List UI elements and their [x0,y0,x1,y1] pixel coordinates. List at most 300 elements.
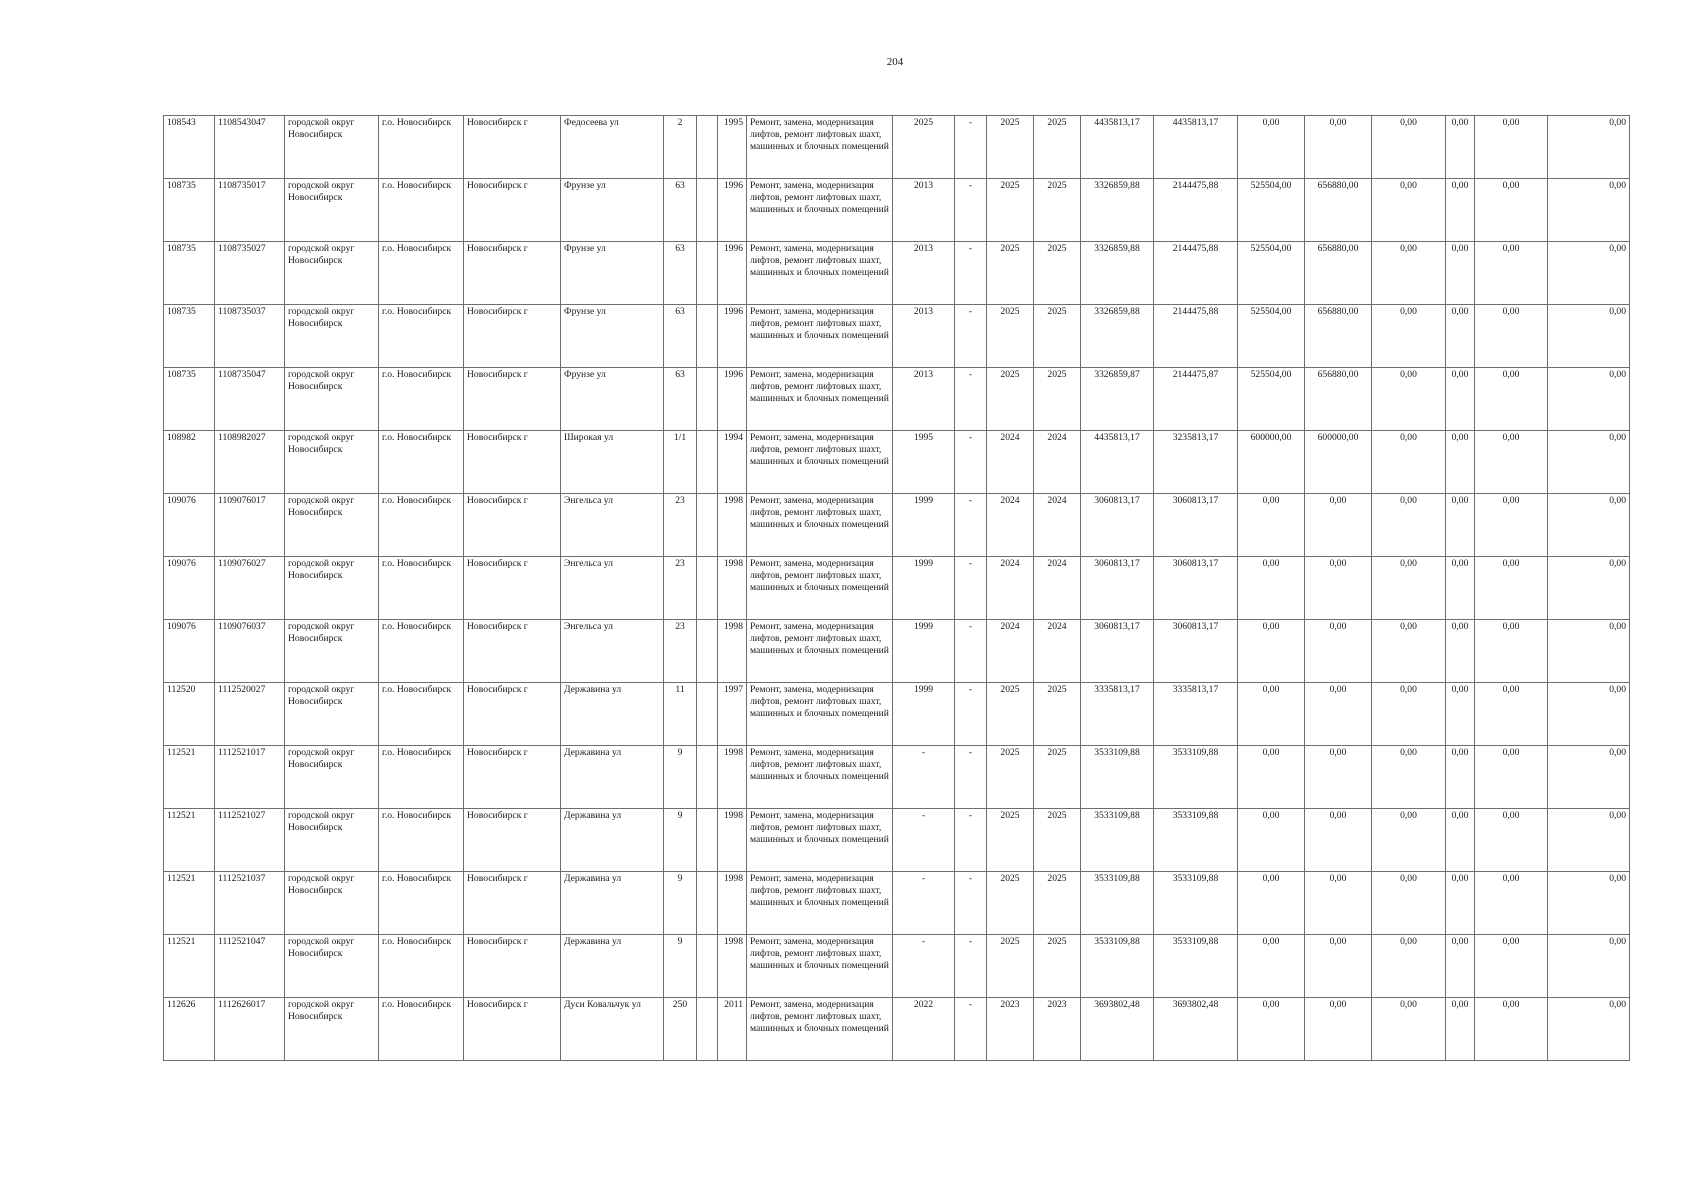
budget-cost-4-cell: 0,00 [1446,431,1475,494]
building-cell [697,872,718,935]
fund-cost-cell: 4435813,17 [1154,116,1238,179]
fund-cost-cell: 3060813,17 [1154,494,1238,557]
object-code-cell: 108543 [164,116,215,179]
total-cost-cell: 3335813,17 [1081,683,1154,746]
total-cost-cell: 3326859,88 [1081,242,1154,305]
budget-cost-2-cell: 600000,00 [1305,431,1372,494]
object-code-cell: 108735 [164,368,215,431]
municipality-cell: г.о. Новосибирск [379,242,464,305]
other-cost-cell: 0,00 [1548,746,1630,809]
fund-cost-cell: 3533109,88 [1154,935,1238,998]
table-row [164,557,1630,620]
budget-cost-3-cell: 0,00 [1372,494,1446,557]
budget-cost-1-cell: 0,00 [1238,557,1305,620]
street-cell: Державина ул [561,872,664,935]
element-code-cell: 1108735027 [215,242,285,305]
dash-column-cell: - [955,179,987,242]
municipality-cell: г.о. Новосибирск [379,872,464,935]
work-type-cell: Ремонт, замена, модернизация лифтов, ремонт лифтовых шахт, машинных и блочных помещений [747,935,893,998]
budget-cost-2-cell: 656880,00 [1305,179,1372,242]
planned-year-start-cell: 2025 [987,179,1034,242]
budget-cost-3-cell: 0,00 [1372,998,1446,1061]
element-code-cell: 1109076027 [215,557,285,620]
commissioning-year-cell: 1998 [718,557,747,620]
other-cost-cell: 0,00 [1548,305,1630,368]
budget-cost-2-cell: 0,00 [1305,872,1372,935]
budget-cost-3-cell: 0,00 [1372,809,1446,872]
street-cell: Энгельса ул [561,620,664,683]
other-cost-cell: 0,00 [1548,368,1630,431]
house-number-cell: 9 [664,935,697,998]
planned-year-start-cell: 2025 [987,305,1034,368]
budget-cost-3-cell: 0,00 [1372,368,1446,431]
building-cell [697,935,718,998]
planned-year-start-cell: 2025 [987,242,1034,305]
street-cell: Фрунзе ул [561,179,664,242]
house-number-cell: 63 [664,179,697,242]
other-cost-cell: 0,00 [1548,494,1630,557]
budget-cost-1-cell: 0,00 [1238,998,1305,1061]
budget-cost-2-cell: 0,00 [1305,809,1372,872]
municipality-cell: г.о. Новосибирск [379,809,464,872]
budget-cost-3-cell: 0,00 [1372,935,1446,998]
dash-column-cell: - [955,557,987,620]
planned-year-end-cell: 2025 [1034,746,1081,809]
element-code-cell: 1108982027 [215,431,285,494]
total-cost-cell: 3693802,48 [1081,998,1154,1061]
budget-cost-4-cell: 0,00 [1446,557,1475,620]
object-code-cell: 112520 [164,683,215,746]
last-repair-year-cell: - [893,809,955,872]
owners-cost-cell: 0,00 [1475,305,1548,368]
planned-year-end-cell: 2025 [1034,368,1081,431]
fund-cost-cell: 3335813,17 [1154,683,1238,746]
planned-year-start-cell: 2025 [987,935,1034,998]
dash-column-cell: - [955,242,987,305]
municipality-cell: г.о. Новосибирск [379,368,464,431]
budget-cost-4-cell: 0,00 [1446,809,1475,872]
budget-cost-3-cell: 0,00 [1372,305,1446,368]
dash-column-cell: - [955,746,987,809]
budget-cost-1-cell: 0,00 [1238,935,1305,998]
building-cell [697,368,718,431]
planned-year-end-cell: 2025 [1034,809,1081,872]
fund-cost-cell: 3533109,88 [1154,809,1238,872]
commissioning-year-cell: 1996 [718,242,747,305]
owners-cost-cell: 0,00 [1475,431,1548,494]
fund-cost-cell: 3235813,17 [1154,431,1238,494]
work-type-cell: Ремонт, замена, модернизация лифтов, ремонт лифтовых шахт, машинных и блочных помещений [747,746,893,809]
object-code-cell: 108982 [164,431,215,494]
building-cell [697,998,718,1061]
house-number-cell: 23 [664,494,697,557]
dash-column-cell: - [955,809,987,872]
element-code-cell: 1109076037 [215,620,285,683]
other-cost-cell: 0,00 [1548,179,1630,242]
owners-cost-cell: 0,00 [1475,809,1548,872]
budget-cost-4-cell: 0,00 [1446,242,1475,305]
fund-cost-cell: 3060813,17 [1154,557,1238,620]
commissioning-year-cell: 1995 [718,116,747,179]
budget-cost-4-cell: 0,00 [1446,746,1475,809]
municipality-cell: г.о. Новосибирск [379,305,464,368]
budget-cost-3-cell: 0,00 [1372,431,1446,494]
budget-cost-4-cell: 0,00 [1446,998,1475,1061]
budget-cost-3-cell: 0,00 [1372,179,1446,242]
element-code-cell: 1112521017 [215,746,285,809]
owners-cost-cell: 0,00 [1475,179,1548,242]
municipality-cell: г.о. Новосибирск [379,557,464,620]
total-cost-cell: 4435813,17 [1081,116,1154,179]
planned-year-end-cell: 2025 [1034,116,1081,179]
budget-cost-3-cell: 0,00 [1372,746,1446,809]
capital-repair-register-table [163,115,1630,1061]
other-cost-cell: 0,00 [1548,116,1630,179]
house-number-cell: 11 [664,683,697,746]
element-code-cell: 1112626017 [215,998,285,1061]
total-cost-cell: 3060813,17 [1081,557,1154,620]
last-repair-year-cell: - [893,746,955,809]
budget-cost-3-cell: 0,00 [1372,116,1446,179]
object-code-cell: 108735 [164,179,215,242]
commissioning-year-cell: 1998 [718,746,747,809]
other-cost-cell: 0,00 [1548,809,1630,872]
commissioning-year-cell: 1998 [718,494,747,557]
work-type-cell: Ремонт, замена, модернизация лифтов, ремонт лифтовых шахт, машинных и блочных помещений [747,809,893,872]
page-number: 204 [886,56,904,68]
commissioning-year-cell: 1997 [718,683,747,746]
table-row [164,998,1630,1061]
house-number-cell: 63 [664,368,697,431]
budget-cost-1-cell: 0,00 [1238,683,1305,746]
municipal-formation-cell: городской округ Новосибирск [285,368,379,431]
object-code-cell: 109076 [164,620,215,683]
street-cell: Федосеева ул [561,116,664,179]
last-repair-year-cell: 2013 [893,179,955,242]
planned-year-start-cell: 2024 [987,431,1034,494]
object-code-cell: 112626 [164,998,215,1061]
house-number-cell: 23 [664,557,697,620]
last-repair-year-cell: 1999 [893,557,955,620]
total-cost-cell: 3533109,88 [1081,809,1154,872]
owners-cost-cell: 0,00 [1475,935,1548,998]
other-cost-cell: 0,00 [1548,431,1630,494]
locality-cell: Новосибирск г [464,116,561,179]
budget-cost-4-cell: 0,00 [1446,305,1475,368]
object-code-cell: 112521 [164,746,215,809]
planned-year-end-cell: 2025 [1034,683,1081,746]
municipality-cell: г.о. Новосибирск [379,116,464,179]
total-cost-cell: 3533109,88 [1081,746,1154,809]
building-cell [697,242,718,305]
budget-cost-1-cell: 525504,00 [1238,179,1305,242]
fund-cost-cell: 2144475,88 [1154,242,1238,305]
last-repair-year-cell: - [893,935,955,998]
municipal-formation-cell: городской округ Новосибирск [285,179,379,242]
budget-cost-2-cell: 0,00 [1305,746,1372,809]
commissioning-year-cell: 1998 [718,872,747,935]
budget-cost-1-cell: 525504,00 [1238,242,1305,305]
municipal-formation-cell: городской округ Новосибирск [285,935,379,998]
other-cost-cell: 0,00 [1548,935,1630,998]
commissioning-year-cell: 1998 [718,935,747,998]
locality-cell: Новосибирск г [464,746,561,809]
element-code-cell: 1112521037 [215,872,285,935]
dash-column-cell: - [955,305,987,368]
street-cell: Державина ул [561,746,664,809]
budget-cost-1-cell: 525504,00 [1238,368,1305,431]
budget-cost-3-cell: 0,00 [1372,620,1446,683]
owners-cost-cell: 0,00 [1475,620,1548,683]
budget-cost-1-cell: 0,00 [1238,494,1305,557]
budget-cost-1-cell: 0,00 [1238,116,1305,179]
last-repair-year-cell: 1999 [893,683,955,746]
object-code-cell: 109076 [164,557,215,620]
municipal-formation-cell: городской округ Новосибирск [285,683,379,746]
budget-cost-4-cell: 0,00 [1446,179,1475,242]
municipal-formation-cell: городской округ Новосибирск [285,998,379,1061]
municipal-formation-cell: городской округ Новосибирск [285,242,379,305]
work-type-cell: Ремонт, замена, модернизация лифтов, ремонт лифтовых шахт, машинных и блочных помещений [747,557,893,620]
planned-year-start-cell: 2025 [987,746,1034,809]
planned-year-start-cell: 2024 [987,620,1034,683]
table-row [164,494,1630,557]
street-cell: Широкая ул [561,431,664,494]
commissioning-year-cell: 2011 [718,998,747,1061]
work-type-cell: Ремонт, замена, модернизация лифтов, ремонт лифтовых шахт, машинных и блочных помещений [747,620,893,683]
planned-year-start-cell: 2025 [987,368,1034,431]
municipal-formation-cell: городской округ Новосибирск [285,809,379,872]
locality-cell: Новосибирск г [464,620,561,683]
last-repair-year-cell: 2013 [893,368,955,431]
table-row [164,620,1630,683]
planned-year-start-cell: 2025 [987,116,1034,179]
budget-cost-2-cell: 0,00 [1305,935,1372,998]
budget-cost-2-cell: 0,00 [1305,620,1372,683]
building-cell [697,305,718,368]
total-cost-cell: 3533109,88 [1081,935,1154,998]
table-row [164,746,1630,809]
budget-cost-2-cell: 0,00 [1305,998,1372,1061]
building-cell [697,683,718,746]
dash-column-cell: - [955,998,987,1061]
element-code-cell: 1108735017 [215,179,285,242]
fund-cost-cell: 3533109,88 [1154,746,1238,809]
municipal-formation-cell: городской округ Новосибирск [285,305,379,368]
commissioning-year-cell: 1998 [718,620,747,683]
fund-cost-cell: 2144475,87 [1154,368,1238,431]
fund-cost-cell: 3693802,48 [1154,998,1238,1061]
municipal-formation-cell: городской округ Новосибирск [285,494,379,557]
total-cost-cell: 3060813,17 [1081,494,1154,557]
work-type-cell: Ремонт, замена, модернизация лифтов, ремонт лифтовых шахт, машинных и блочных помещений [747,305,893,368]
planned-year-start-cell: 2025 [987,809,1034,872]
budget-cost-4-cell: 0,00 [1446,935,1475,998]
total-cost-cell: 3060813,17 [1081,620,1154,683]
planned-year-end-cell: 2024 [1034,431,1081,494]
locality-cell: Новосибирск г [464,683,561,746]
planned-year-end-cell: 2025 [1034,305,1081,368]
work-type-cell: Ремонт, замена, модернизация лифтов, ремонт лифтовых шахт, машинных и блочных помещений [747,998,893,1061]
locality-cell: Новосибирск г [464,368,561,431]
planned-year-start-cell: 2025 [987,683,1034,746]
commissioning-year-cell: 1996 [718,368,747,431]
building-cell [697,116,718,179]
element-code-cell: 1108543047 [215,116,285,179]
object-code-cell: 112521 [164,809,215,872]
owners-cost-cell: 0,00 [1475,998,1548,1061]
planned-year-start-cell: 2024 [987,494,1034,557]
building-cell [697,746,718,809]
building-cell [697,620,718,683]
owners-cost-cell: 0,00 [1475,683,1548,746]
other-cost-cell: 0,00 [1548,557,1630,620]
dash-column-cell: - [955,620,987,683]
budget-cost-1-cell: 525504,00 [1238,305,1305,368]
element-code-cell: 1112520027 [215,683,285,746]
budget-cost-2-cell: 0,00 [1305,557,1372,620]
house-number-cell: 23 [664,620,697,683]
house-number-cell: 2 [664,116,697,179]
table-body [164,116,1630,1061]
street-cell: Энгельса ул [561,557,664,620]
locality-cell: Новосибирск г [464,557,561,620]
other-cost-cell: 0,00 [1548,683,1630,746]
table-row [164,305,1630,368]
owners-cost-cell: 0,00 [1475,368,1548,431]
street-cell: Державина ул [561,683,664,746]
work-type-cell: Ремонт, замена, модернизация лифтов, ремонт лифтовых шахт, машинных и блочных помещений [747,494,893,557]
house-number-cell: 1/1 [664,431,697,494]
house-number-cell: 9 [664,872,697,935]
last-repair-year-cell: 1999 [893,620,955,683]
commissioning-year-cell: 1994 [718,431,747,494]
other-cost-cell: 0,00 [1548,998,1630,1061]
last-repair-year-cell: 2013 [893,305,955,368]
object-code-cell: 109076 [164,494,215,557]
dash-column-cell: - [955,872,987,935]
house-number-cell: 250 [664,998,697,1061]
budget-cost-4-cell: 0,00 [1446,620,1475,683]
last-repair-year-cell: 1995 [893,431,955,494]
locality-cell: Новосибирск г [464,431,561,494]
locality-cell: Новосибирск г [464,305,561,368]
owners-cost-cell: 0,00 [1475,116,1548,179]
budget-cost-2-cell: 0,00 [1305,683,1372,746]
work-type-cell: Ремонт, замена, модернизация лифтов, ремонт лифтовых шахт, машинных и блочных помещений [747,683,893,746]
locality-cell: Новосибирск г [464,179,561,242]
other-cost-cell: 0,00 [1548,620,1630,683]
work-type-cell: Ремонт, замена, модернизация лифтов, ремонт лифтовых шахт, машинных и блочных помещений [747,242,893,305]
table-row [164,242,1630,305]
budget-cost-1-cell: 0,00 [1238,746,1305,809]
planned-year-start-cell: 2025 [987,872,1034,935]
dash-column-cell: - [955,116,987,179]
fund-cost-cell: 3060813,17 [1154,620,1238,683]
building-cell [697,179,718,242]
budget-cost-4-cell: 0,00 [1446,683,1475,746]
budget-cost-3-cell: 0,00 [1372,557,1446,620]
table-row [164,809,1630,872]
last-repair-year-cell: 2025 [893,116,955,179]
object-code-cell: 108735 [164,305,215,368]
municipal-formation-cell: городской округ Новосибирск [285,746,379,809]
municipality-cell: г.о. Новосибирск [379,746,464,809]
budget-cost-2-cell: 656880,00 [1305,242,1372,305]
budget-cost-2-cell: 0,00 [1305,116,1372,179]
fund-cost-cell: 2144475,88 [1154,305,1238,368]
building-cell [697,431,718,494]
commissioning-year-cell: 1996 [718,179,747,242]
other-cost-cell: 0,00 [1548,242,1630,305]
fund-cost-cell: 2144475,88 [1154,179,1238,242]
municipality-cell: г.о. Новосибирск [379,179,464,242]
element-code-cell: 1108735037 [215,305,285,368]
planned-year-start-cell: 2024 [987,557,1034,620]
planned-year-start-cell: 2023 [987,998,1034,1061]
building-cell [697,557,718,620]
owners-cost-cell: 0,00 [1475,872,1548,935]
planned-year-end-cell: 2023 [1034,998,1081,1061]
building-cell [697,494,718,557]
table-row [164,935,1630,998]
dash-column-cell: - [955,683,987,746]
budget-cost-1-cell: 0,00 [1238,620,1305,683]
budget-cost-2-cell: 656880,00 [1305,305,1372,368]
owners-cost-cell: 0,00 [1475,494,1548,557]
budget-cost-3-cell: 0,00 [1372,683,1446,746]
object-code-cell: 112521 [164,872,215,935]
planned-year-end-cell: 2024 [1034,494,1081,557]
municipal-formation-cell: городской округ Новосибирск [285,116,379,179]
street-cell: Фрунзе ул [561,242,664,305]
work-type-cell: Ремонт, замена, модернизация лифтов, ремонт лифтовых шахт, машинных и блочных помещений [747,872,893,935]
dash-column-cell: - [955,368,987,431]
municipality-cell: г.о. Новосибирск [379,431,464,494]
municipality-cell: г.о. Новосибирск [379,998,464,1061]
municipality-cell: г.о. Новосибирск [379,935,464,998]
municipal-formation-cell: городской округ Новосибирск [285,557,379,620]
last-repair-year-cell: - [893,872,955,935]
street-cell: Державина ул [561,935,664,998]
planned-year-end-cell: 2025 [1034,872,1081,935]
work-type-cell: Ремонт, замена, модернизация лифтов, ремонт лифтовых шахт, машинных и блочных помещений [747,431,893,494]
dash-column-cell: - [955,431,987,494]
municipality-cell: г.о. Новосибирск [379,683,464,746]
work-type-cell: Ремонт, замена, модернизация лифтов, ремонт лифтовых шахт, машинных и блочных помещений [747,116,893,179]
last-repair-year-cell: 2022 [893,998,955,1061]
total-cost-cell: 3533109,88 [1081,872,1154,935]
element-code-cell: 1112521047 [215,935,285,998]
commissioning-year-cell: 1996 [718,305,747,368]
budget-cost-2-cell: 0,00 [1305,494,1372,557]
planned-year-end-cell: 2025 [1034,179,1081,242]
total-cost-cell: 4435813,17 [1081,431,1154,494]
total-cost-cell: 3326859,87 [1081,368,1154,431]
dash-column-cell: - [955,494,987,557]
budget-cost-3-cell: 0,00 [1372,242,1446,305]
municipality-cell: г.о. Новосибирск [379,494,464,557]
planned-year-end-cell: 2025 [1034,935,1081,998]
municipal-formation-cell: городской округ Новосибирск [285,431,379,494]
work-type-cell: Ремонт, замена, модернизация лифтов, ремонт лифтовых шахт, машинных и блочных помещений [747,368,893,431]
budget-cost-1-cell: 0,00 [1238,872,1305,935]
locality-cell: Новосибирск г [464,872,561,935]
owners-cost-cell: 0,00 [1475,557,1548,620]
budget-cost-4-cell: 0,00 [1446,872,1475,935]
budget-cost-1-cell: 600000,00 [1238,431,1305,494]
object-code-cell: 112521 [164,935,215,998]
